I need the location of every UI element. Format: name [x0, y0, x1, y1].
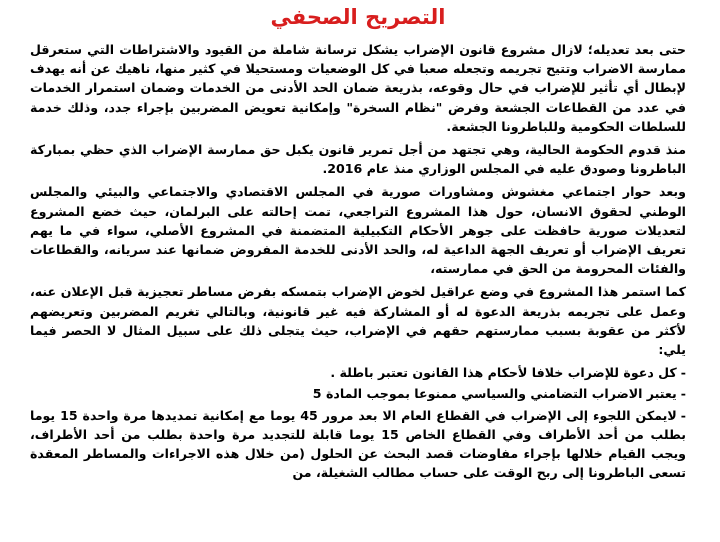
list-item [30, 384, 686, 403]
bullet-text: لايمكن اللجوء إلى الإضراب في القطاع العام الا بعد مرور 45 يوما مع إمكانية تمديدها مرة واحدة 15 يوما بطلب من أحد الأطراف وفي القطاع الخاص 15 يوما قابلة للتجديد مرة واحدة بطلب من أحد الأطراف، ويجب القيام خلالها بإجراء مفاوضات قصد البحث عن الحلول (من خلال هذه الاجراءات والمساطر المعقدة تسعى الباطرونا إلى ربح الوقت على حساب مطالب الشغيلة، من [30, 407, 686, 481]
bullet-marker: - [680, 407, 686, 423]
paragraph-obstacles: كما استمر هذا المشروع في وضع عراقيل لخوض الإضراب بتمسكه بفرض مساطر تعجيزية قبل الإعلان عنه، وعمل على تجريمه بذريعة الدعوة له أو المشاركة فيه غير قانونية، وبالتالي تغريم المضربين وتعريضهم لأكثر من عقوبة بسبب ممارستهم حقهم في الإضراب، حيث يتجلى ذلك على سبيل المثال لا الحصر فيما يلي: [30, 284, 686, 358]
list-item [30, 363, 686, 382]
bullet-marker: - [680, 365, 686, 381]
bullet-marker: - [680, 386, 686, 402]
list-item [30, 406, 686, 483]
paragraph-intro: حتى بعد تعديله؛ لازال مشروع قانون الإضراب يشكل ترسانة شاملة من القيود والاشتراطات التي ستعرقل ممارسة الاضراب وتتيح تجريمه وتجعله صعبا في كل الوضعيات ومستحيلا في كثير منها، ناهيك عن أنه يهدف لإبطال أي تأثير للإضراب في حال وقوعه، بذريعة ضمان الحد الأدنى من الخدمات وضمان استمرار الخدمات في عدد من القطاعات الجشعة وفرض "نظام السخرة" وإمكانية تعويض المضربين بإجراء جدد، وذلك خدمة للسلطات الحكومية وللباطرونا الجشعة. [30, 42, 686, 134]
document-page [0, 2, 720, 542]
document-title: التصريح الصحفي [270, 5, 446, 29]
bullet-list [30, 363, 686, 482]
paragraph-dialogue: وبعد حوار اجتماعي مغشوش ومشاورات صورية في المجلس الاقتصادي والاجتماعي والبيئي والمجلس الوطني لحقوق الانسان، حول هذا المشروع التراجعي، تمت إحالته على البرلمان، حيث خضع المشروع لتعديلات صورية حافظت على جوهر الأحكام التكبيلية المتضمنة في المشروع الأصلي، سواء في ما يهم تعريف الإضراب أو تعريف الجهة الداعية له، والحد الأدنى للخدمة المفروض ضمانها عند سريانه، والقطاعات والفئات المحرومة من الحق في ممارسته، [30, 184, 686, 277]
paragraph-government: منذ قدوم الحكومة الحالية، وهي تجتهد من أجل تمرير قانون يكبل حق ممارسة الإضراب الذي حظي بمباركة الباطرونا وصودق عليه في المجلس الوزاري منذ عام 2016. [30, 142, 686, 177]
bullet-text: كل دعوة للإضراب خلافا لأحكام هذا القانون تعتبر باطلة . [330, 365, 677, 381]
bullet-text: يعتبر الاضراب التضامني والسياسي ممنوعا بموجب المادة 5 [312, 386, 677, 402]
